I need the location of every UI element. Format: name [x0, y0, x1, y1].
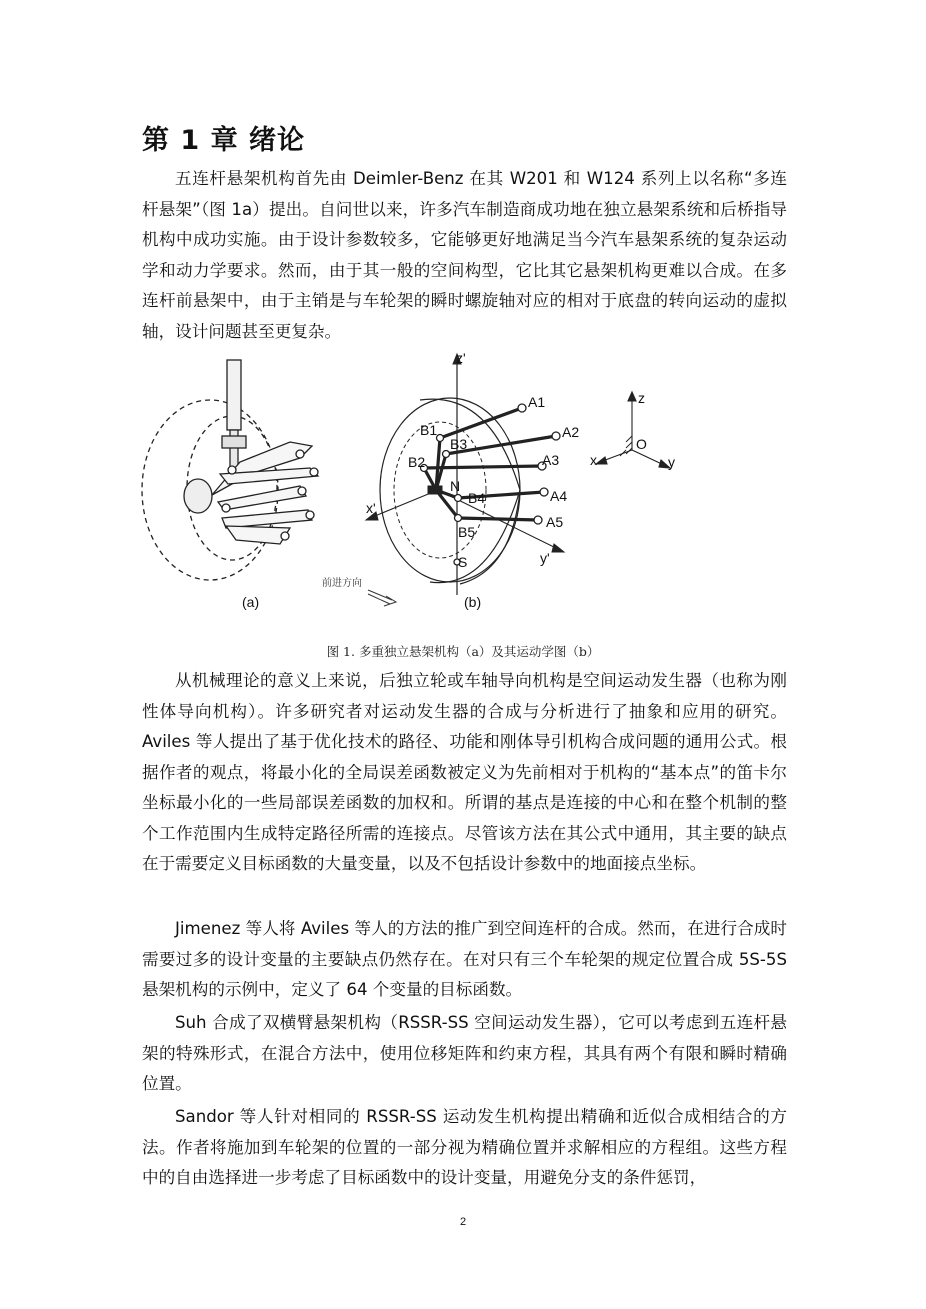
- point-label-b2: B2: [408, 454, 426, 470]
- coordinate-frame: [596, 392, 670, 468]
- axis-label-x-prime: x': [366, 500, 376, 516]
- axis-label-z-prime: z': [456, 350, 466, 366]
- point-label-a4: A4: [550, 488, 568, 504]
- suspension-diagram: [140, 350, 700, 620]
- point-label-a5: A5: [546, 514, 564, 530]
- suspension-sketch-a: [142, 360, 318, 580]
- subfigure-label-b: (b): [464, 594, 482, 610]
- subfigure-label-a: (a): [242, 594, 260, 610]
- paragraph-intro: 五连杆悬架机构首先由 Deimler-Benz 在其 W201 和 W124 系列上以名称“多连杆悬架”（图 1a）提出。自问世以来，许多汽车制造商成功地在独立悬架系统和后桥指导机构中成功实施。由于设计参数较多，它能够更好地满足当今汽车悬架系统的复杂运动学和动力学要求。然而，由于其一般的空间构型，它比其它悬架机构更难以合成。在多连杆前悬架中，由于主销是与车轮架的瞬时螺旋轴对应的相对于底盘的转向运动的虚拟轴，设计问题甚至更复杂。: [142, 169, 787, 341]
- point-label-b5: B5: [458, 524, 476, 540]
- axis-label-x: x: [590, 452, 597, 468]
- point-label-a3: A3: [542, 452, 560, 468]
- point-label-s: S: [458, 554, 468, 570]
- paragraph-sandor: Sandor 等人针对相同的 RSSR-SS 运动发生机构提出精确和近似合成相结合的方法。作者将施加到车轮架的位置的一部分视为精确位置并求解相应的方程组。这些方程中的自由选择进一步考虑了目标函数中的设计变量，用避免分支的条件惩罚，: [142, 1107, 787, 1187]
- point-label-b1: B1: [420, 422, 438, 438]
- point-label-a1: A1: [528, 394, 546, 410]
- axis-label-y-prime: y': [540, 550, 550, 566]
- direction-label: 前进方向: [322, 578, 362, 589]
- axis-label-y: y: [668, 454, 675, 470]
- axis-label-o: O: [636, 436, 647, 452]
- point-label-b4: B4: [468, 490, 486, 506]
- page-number: 2: [459, 1216, 467, 1228]
- figure-caption: 图 1. 多重独立悬架机构（a）及其运动学图（b）: [326, 644, 600, 659]
- point-label-a2: A2: [562, 424, 580, 440]
- paragraph-jimenez: Jimenez 等人将 Aviles 等人的方法的推广到空间连杆的合成。然而，在进行合成时需要过多的设计变量的主要缺点仍然存在。在对只有三个车轮架的规定位置合成 5S-5S 悬架机构的示例中，定义了 64 个变量的目标函数。: [142, 919, 787, 999]
- point-label-b3: B3: [450, 436, 468, 452]
- paragraph-theory: 从机械理论的意义上来说，后独立轮或车轴导向机构是空间运动发生器（也称为刚性体导向机构）。许多研究者对运动发生器的合成与分析进行了抽象和应用的研究。Aviles 等人提出了基于优化技术的路径、功能和刚体导引机构合成问题的通用公式。根据作者的观点，将最小化的全局误差函数被定义为先前相对于机构的“基本点”的笛卡尔坐标最小化的一些局部误差函数的加权和。所谓的基点是连接的中心和在整个机制的整个工作范围内生成特定路径所需的连接点。尽管该方法在其公式中通用，其主要的缺点在于需要定义目标函数的大量变量，以及不包括设计参数中的地面接点坐标。: [142, 671, 787, 873]
- point-label-n: N: [450, 478, 461, 494]
- direction-arrow-icon: [368, 590, 396, 606]
- chapter-title: 第 1 章 绪论: [142, 125, 305, 156]
- paragraph-suh: Suh 合成了双横臂悬架机构（RSSR-SS 空间运动发生器），它可以考虑到五连杆悬架的特殊形式，在混合方法中，使用位移矩阵和约束方程，其具有两个有限和瞬时精确位置。: [142, 1013, 787, 1093]
- axis-label-z: z: [638, 390, 645, 406]
- figure-suspension: [140, 350, 700, 620]
